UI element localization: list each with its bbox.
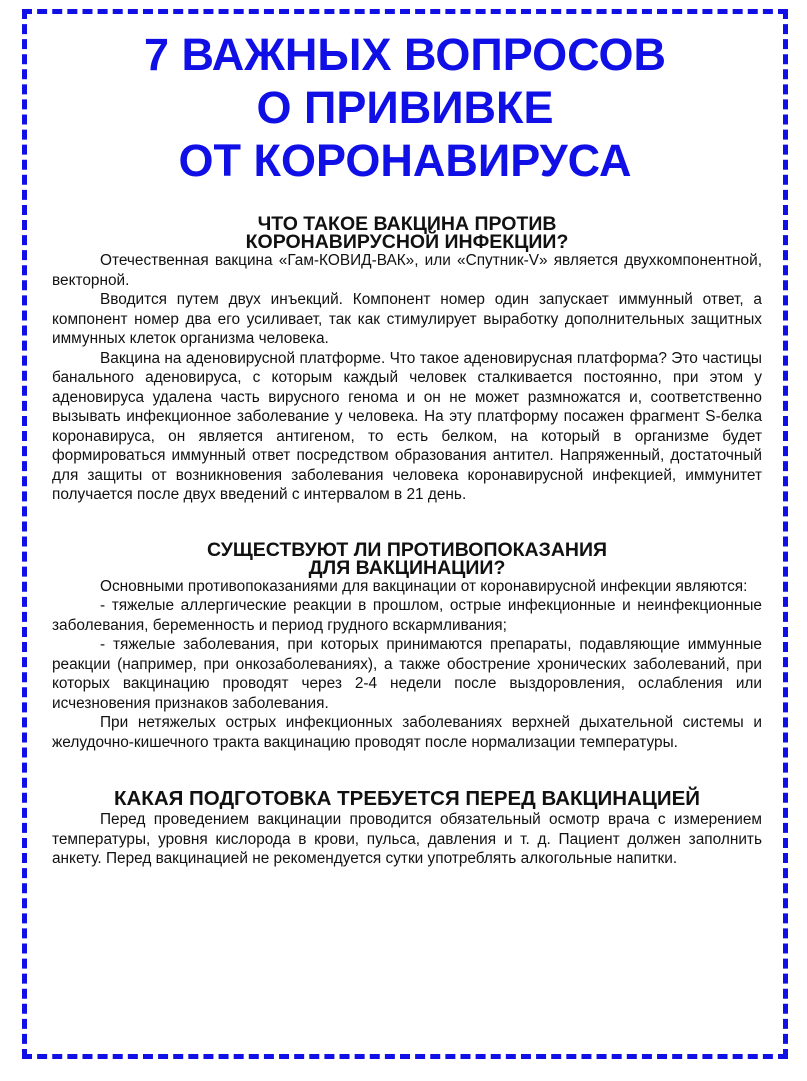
paragraph: Вводится путем двух инъекций. Компонент номер один запускает иммунный ответ, а компонент номер два его усиливает, так как стимулирует выработку дополнительных защитных иммунных клеток организма человека.: [52, 291, 762, 347]
section-contraindications: [52, 538, 762, 753]
paragraph: Основными противопоказаниями для вакцинации от коронавирусной инфекции являются:: [100, 577, 748, 595]
heading-line-2: КОРОНАВИРУСНОЙ ИНФЕКЦИИ?: [245, 231, 569, 253]
section-heading: КАКАЯ ПОДГОТОВКА ТРЕБУЕТСЯ ПЕРЕД ВАКЦИНАЦИЕЙ: [113, 787, 700, 810]
paragraph: Перед проведением вакцинации проводится обязательный осмотр врача с измерением температуры, уровня кислорода в крови, пульса, давления и т. д. Пациент должен заполнить анкету. Перед вакцинацией не рекомендуется сутки употреблять алкогольные напитки.: [52, 811, 762, 867]
heading-line-1: ЧТО ТАКОЕ ВАКЦИНА ПРОТИВ: [257, 213, 557, 235]
section-heading: [52, 538, 762, 579]
paragraph: Отечественная вакцина «Гам-КОВИД-ВАК», или «Спутник-V» является двухкомпонентной, векторной.: [52, 252, 762, 289]
paragraph: При нетяжелых острых инфекционных заболеваниях верхней дыхательной системы и желудочно-кишечного тракта вакцинацию проводят после нормализации температуры.: [52, 714, 762, 751]
paragraph: Вакцина на аденовирусной платформе. Что такое аденовирусная платформа? Это частицы банального аденовируса, с которым каждый человек сталкивается постоянно, при этом у аденовируса удалена часть вирусного генома и он не может размножатся и, соответственно вызывать инфекционное заболевание у человека. На эту платформу посажен фрагмент S-белка коронавируса, он является антигеном, то есть белком, на который в организме будет формироваться иммунный ответ посредством образования антител. Напряженный, достаточный для защиты от возникновения заболевания человека коронавирусной инфекцией, иммунитет получается после двух введений с интервалом в 21 день.: [52, 349, 762, 503]
section-heading: [52, 215, 762, 251]
list-item: - тяжелые заболевания, при которых принимаются препараты, подавляющие иммунные реакции (например, при онкозаболеваниях), а также обострение хронических заболеваний, при которых вакцинацию проводят через 2-4 недели после выздоровления, ослабления или исчезновения признаков заболевания.: [52, 636, 762, 712]
heading-line-1: СУЩЕСТВУЮТ ЛИ ПРОТИВОПОКАЗАНИЯ: [206, 538, 608, 561]
heading-line-2: ДЛЯ ВАКЦИНАЦИИ?: [308, 556, 506, 579]
section-preparation: [52, 788, 762, 869]
title-line-1: 7 ВАЖНЫХ ВОПРОСОВ: [143, 29, 667, 80]
list-item: - тяжелые аллергические реакции в прошлом, острые инфекционные и неинфекционные заболевания, беременность и период грудного вскармливания;: [52, 597, 762, 634]
section-what-is-vaccine: [52, 215, 762, 505]
title-line-2: О ПРИВИВКЕ: [256, 82, 554, 133]
page-title: [40, 28, 770, 187]
title-line-3: ОТ КОРОНАВИРУСА: [178, 135, 632, 186]
article-body: [52, 215, 762, 869]
